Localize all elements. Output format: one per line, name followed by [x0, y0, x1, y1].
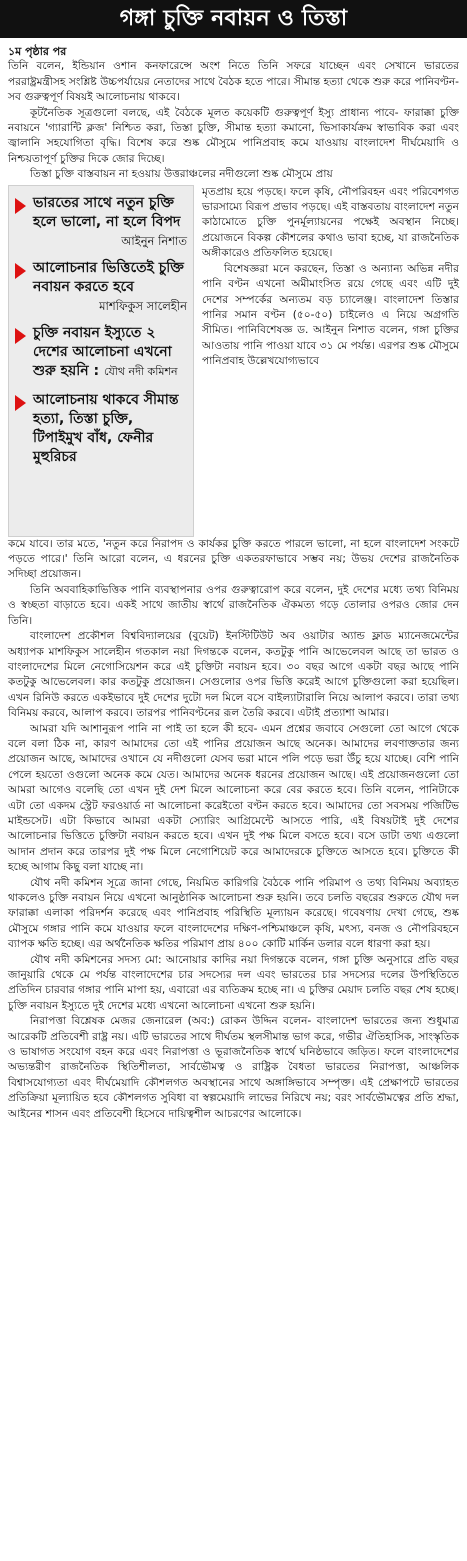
highlight-text: ভারতের সাথে নতুন চুক্তি হলে ভালো, না হলে বিপদ — [33, 194, 181, 230]
red-arrow-icon — [15, 198, 26, 214]
paragraph: যৌথ নদী কমিশনের সদস্য মো: আনোয়ার কাদির নয়া দিগন্তকে বলেন, গঙ্গা চুক্তি অনুসারে প্রতি বছর জানুয়ারি থেকে মে পর্যন্ত বাংলাদেশের চার সদস্যের দল এবং ভারতের চার সদস্যের দলের উপস্থিতিতে প্রতিদিন চারবার গঙ্গার পানি মাপা হয়, এবারো এর ব্যতিক্রম হচ্ছে না। এ চুক্তির মেয়াদ চলতি বছর শেষ হচ্ছে। চুক্তি নবায়ন ইস্যুতে দুই দেশের মধ্যে এখনো আলোচনা এখনো শুরু হয়নি। — [8, 953, 459, 1012]
highlight-item — [15, 324, 187, 381]
paragraph: তিস্তা চুক্তি বাস্তবায়ন না হওয়ায় উত্তরাঞ্চলের নদীগুলো শুষ্ক মৌসুমে প্রায় — [30, 168, 333, 181]
highlights-box — [8, 185, 194, 537]
highlight-item — [15, 259, 187, 314]
highlight-author: যৌথ নদী কমিশন — [103, 365, 178, 379]
headline: গঙ্গা চুক্তি নবায়ন ও তিস্তা — [0, 0, 467, 38]
paragraph: তিনি বলেন, ইন্ডিয়ান ওশান কনফারেন্সে অংশ নিতে তিনি সফরে যাচ্ছেন এবং সেখানে ভারতের পররাষ্ট্রমন্ত্রীসহ সংশ্লিষ্ট উচ্চপর্যায়ের নেতাদের সাথে বৈঠক হতে পারে। সীমান্ত হত্যা থেকে শুরু করে পানিবণ্টন- সব গুরুত্বপূর্ণ বিষয়ই আলোচনায় থাকবে। — [8, 60, 459, 104]
paragraph: বাংলাদেশ প্রকৌশল বিশ্ববিদ্যালয়ের (বুয়েট) ইনস্টিটিউট অব ওয়াটার অ্যান্ড ফ্লাড ম্যানেজমেন্টের অধ্যাপক মাশফিকুস সালেহীন গতকাল নয়া দিগন্তকে বলেন, কতটুকু পানি আভেলেবল আছে তা ভারত ও বাংলাদেশের মিলে নেগোসিয়েশন করে এই চুক্তিটা নবায়ন হবে। ৩০ বছর আগে একটা বছর আছে পানি কতটুকু আভেলেবল। কার কতটুকু প্রয়োজন। সেগুলোর ওপর ভিত্তি করেই আগে চুক্তিগুলো করা হয়েছিল। এখন রিনিউ করতে একইভাবে দুই দেশের দুটো দল মিলে বসে বাইল্যাটারালি নিয়ে আলাপ করবে। তারা তথ্য বিনিময় করবে, আলাপ করবে। তারপর পানিবণ্টনের রূল তৈরি করবে। এটাই প্রত্যাশা আমার। — [8, 630, 459, 720]
highlight-text: আলোচনায় থাকবে সীমান্ত হত্যা, তিস্তা চুক্তি, টিপাইমুখ বাঁধ, ফেনীর মুহুরিচর — [33, 392, 179, 466]
continued-label: ১ম পৃষ্ঠার পর — [8, 45, 67, 58]
red-arrow-icon — [15, 328, 26, 344]
highlight-item — [15, 194, 187, 249]
paragraph: কমে যাবে। তার মতে, 'নতুন করে নিরাপদ ও কার্যকর চুক্তি করতে পারলে ভালো, না হলে বাংলাদেশ সংকটে পড়তে পারে।' তিনি আরো বলেন, এ ধরনের চুক্তি একতরফাভাবে সম্ভব নয়; উভয় দেশের রাজনৈতিক সদিচ্ছা প্রয়োজন। — [8, 537, 459, 581]
highlight-text — [33, 324, 187, 381]
highlight-item — [15, 391, 187, 467]
paragraph: আমরা যদি আশানুরূপ পানি না পাই তা হলে কী হবে- এমন প্রশ্নের জবাবে সেগুলো তো আগে থেকে বলে বলা ঠিক না, কারণ আমাদের তো এই পানির প্রয়োজন আছে অনেক। আমাদের লবণাক্ততার জন্য প্রয়োজন আছে, আমাদের ওখানে যে নদীগুলো যেসব ভরা মানে পলি পড়ে ভরা উঁচু হয়ে যাচ্ছে। বেশি পানি পেলে হয়তো ওগুলো অনেক কমে যেত। আমাদের অনেক ধরনের প্রয়োজন আছে। এই প্রয়োজনগুলো তো আমরা আগেও বলেছি তো এখন দুই দেশ মিলে আলোচনা করে বের করতে হবে। তিনি বলেন, পানিটাকে এটা তো একদম স্ট্রেট ফরওয়ার্ড না আলোচনা করেইতো বণ্টন করতে হবে। আমাদের তো সবসময় পজিটিভ মাইন্ডসেট। এটা কিভাবে আমরা একটা স্যোরিং আগ্রিমেন্টে আসতে পারি, এই বিষয়টাই দুই দেশের আলোচনার ভিত্তিতে চুক্তিটা নবায়ন করতে হবে। এখন দুই পক্ষ মিলে বসতে হবে। বসে ডাটা তথ্য এগুলো আদান প্রদান করে তারপর দুই পক্ষ মিলে নেগোশিয়েট করে আমাদেরকে চুক্তিতে আসতে হবে। চুক্তিতে কী হচ্ছে আগাম কিছু বলা যাচ্ছে না। — [8, 722, 459, 874]
red-arrow-icon — [15, 395, 26, 411]
highlight-text: আলোচনার ভিত্তিতেই চুক্তি নবায়ন করতে হবে — [33, 260, 184, 296]
paragraph: যৌথ নদী কমিশন সূত্রে জানা গেছে, নিয়মিত কারিগরি বৈঠকে পানি পরিমাপ ও তথ্য বিনিময় অব্যাহত থাকলেও চুক্তি নবায়ন নিয়ে এখনো আনুষ্ঠানিক আলোচনা শুরু হয়নি। তবে চলতি বছরের শুরুতে যৌথ দল ফারাক্কা এলাকা পরিদর্শন করেছে এবং পানিপ্রবাহ পরিস্থিতি মূল্যায়ন করেছে। গবেষণায় দেখা গেছে, শুষ্ক মৌসুমে গঙ্গার পানি কমে যাওয়ার ফলে বাংলাদেশের দক্ষিণ-পশ্চিমাঞ্চলে কৃষি, মৎস্য, বনজ ও নৌপরিবহনে ব্যাপক ক্ষতি হচ্ছে। এর অর্থনৈতিক ক্ষতির পরিমাণ প্রায় ৪০০ কোটি মার্কিন ডলার বলে ধারণা করা হয়। — [8, 876, 459, 951]
article-body — [0, 38, 467, 1122]
highlight-text-main: চুক্তি নবায়ন ইস্যুতে ২ দেশের আলোচনা এখনো শুরু হয়নি : — [33, 325, 172, 380]
highlight-author: মাশফিকুস সালেহীন — [99, 299, 187, 314]
paragraph: কূটনৈতিক সূত্রগুলো বলছে, এই বৈঠকে মূলত কয়েকটি গুরুত্বপূর্ণ ইস্যু প্রাধান্য পাবে- ফারাক্কা চুক্তি নবায়নে 'গ্যারান্টি ক্লজ' নিশ্চিত করা, তিস্তা চুক্তি, সীমান্ত হত্যা কমানো, ভিসাকার্যক্রম স্বাভাবিক করা এবং জ্বালানি সহযোগিতা বৃদ্ধি। বিশেষ করে শুষ্ক মৌসুমে পানিপ্রবাহ কমে যাওয়ায় বাংলাদেশ দীর্ঘমেয়াদি ও নিশ্চয়তাপূর্ণ চুক্তির দিকে জোর দিচ্ছে। — [8, 106, 459, 165]
highlight-author: আইনুন নিশাত — [121, 233, 187, 248]
paragraph: নিরাপত্তা বিশ্লেষক মেজর জেনারেল (অব:) রোকন উদ্দিন বলেন- বাংলাদেশ ভারতের জন্য শুধুমাত্র আরেকটি প্রতিবেশী রাষ্ট্র নয়। এটি ভারতের সাথে দীর্ঘতম স্থলসীমান্ত ভাগ করে, গভীর ঐতিহাসিক, সাংস্কৃতিক ও ভাষাগত সংযোগ বহন করে এবং নিরাপত্তা ও ভূরাজনৈতিক স্বার্থে ঘনিষ্ঠভাবে জড়িত। ফলে বাংলাদেশের অভ্যন্তরীণ রাজনৈতিক স্থিতিশীলতা, সার্বভৌমত্ব ও রাষ্ট্রিক বৈধতা ভারতের নিরাপত্তা, আঞ্চলিক বিশ্বাসযোগ্যতা এবং দীর্ঘমেয়াদি কৌশলগত অবস্থানের সাথে অঙ্গাঙ্গিভাবে সম্পৃক্ত। এই প্রেক্ষাপটে ভারতের প্রতিক্রিয়া মূল্যায়িত হবে কৌশলগত সুবিধা বা স্বল্পমেয়াদি লাভের নিরিখে নয়; বরং সার্বভৌমত্বের প্রতি শ্রদ্ধা, আইনের শাসন এবং প্রতিবেশী হিসেবে দায়িত্বশীল আচরণের আলোকে। — [8, 1015, 459, 1120]
red-arrow-icon — [15, 263, 26, 279]
paragraph: বিশেষজ্ঞরা মনে করছেন, তিস্তা ও অন্যান্য অভিন্ন নদীর পানি বণ্টন এখনো অমীমাংসিত রয়ে গেছে এবং এটি দুই দেশের সম্পর্কের অন্যতম বড় চ্যালেঞ্জ। বাংলাদেশ তিস্তার পানির সমান বণ্টন (৫০-৫০) চাইলেও এ নিয়ে অগ্রগতি সীমিত। পানিবিশেষজ্ঞ ড. আইনুন নিশাত বলেন, গঙ্গা চুক্তির আওতায় পানি পাওয়া যাবে ৩১ মে পর্যন্ত। এরপর শুষ্ক মৌসুমে পানিপ্রবাহ উল্লেখযোগ্যভাবে — [202, 262, 459, 368]
article-mid-section — [8, 185, 459, 537]
mid-column-text — [202, 185, 459, 537]
paragraph: মৃতপ্রায় হয়ে পড়ছে। ফলে কৃষি, নৌপরিবহন এবং পরিবেশগত ভারসাম্যে বিরূপ প্রভাব পড়ছে। এই বাস্তবতায় বাংলাদেশ নতুন কাঠামোতে চুক্তি পুনর্মূল্যায়নের পক্ষেই অবস্থান নিচ্ছে। প্রয়োজনে বিকল্প কৌশলের কথাও ভাবা হচ্ছে, যা রাজনৈতিক অঙ্গীকারেও প্রতিফলিত হয়েছে। — [202, 185, 459, 260]
paragraph: তিনি অববাহিকাভিত্তিক পানি ব্যবস্থাপনার ওপর গুরুত্বারোপ করে বলেন, দুই দেশের মধ্যে তথ্য বিনিময় ও স্বচ্ছতা বাড়াতে হবে। একই সাথে জাতীয় স্বার্থে রাজনৈতিক ঐকমত্য গড়ে তোলার ওপরও জোর দেন তিনি। — [8, 583, 459, 627]
